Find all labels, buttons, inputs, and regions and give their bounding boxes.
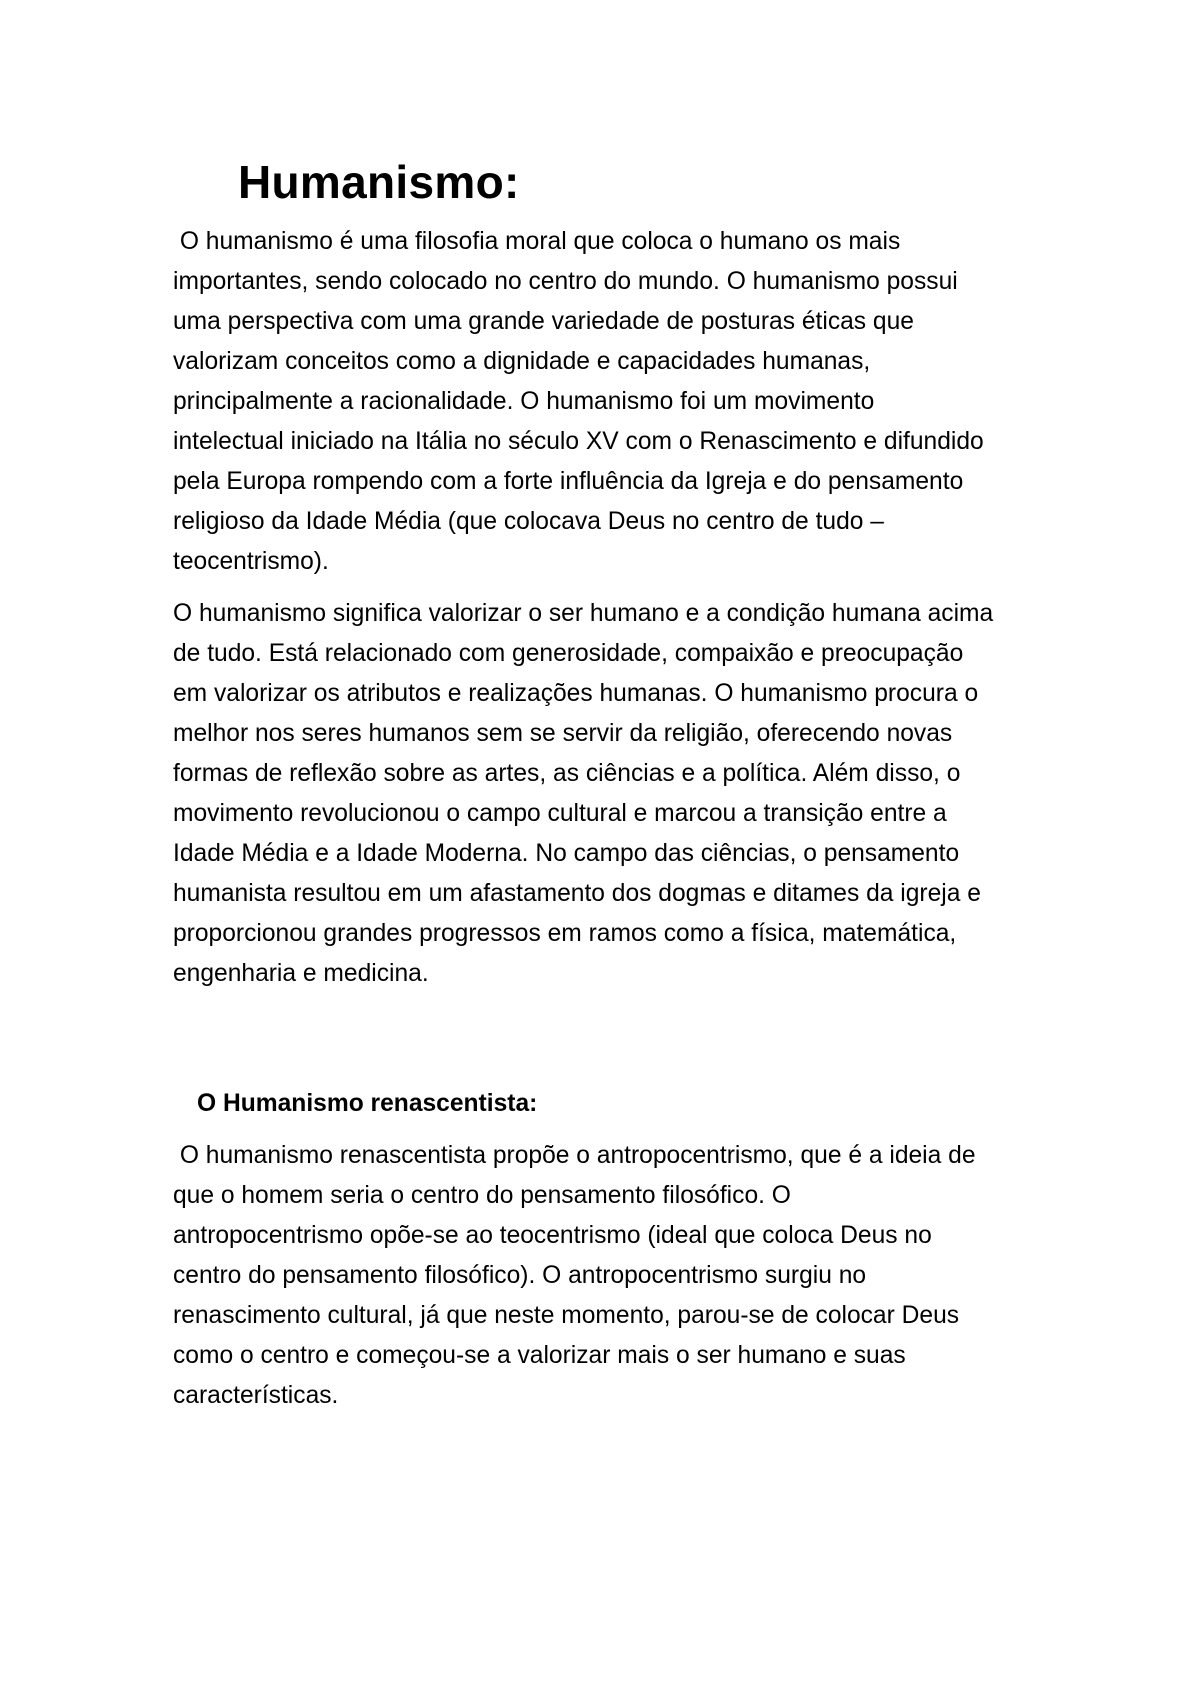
paragraph-meaning: O humanismo significa valorizar o ser humano e a condição humana acima de tudo. Está relacionado com generosidade, compaixão e preocupação em valorizar os atributos e realizações humanas. O humanismo procura o melhor nos seres humanos sem se servir da religião, oferecendo novas formas de reflexão sobre as artes, as ciências e a política. Além disso, o movimento revolucionou o campo cultural e marcou a transição entre a Idade Média e a Idade Moderna. No campo das ciências, o pensamento humanista resultou em um afastamento dos dogmas e ditames da igreja e proporcionou grandes progressos em ramos como a física, matemática, engenharia e medicina. — [173, 600, 994, 987]
document-body — [173, 150, 1053, 1416]
document-title: Humanismo: — [238, 156, 520, 208]
paragraph-renascentista: O humanismo renascentista propõe o antropocentrismo, que é a ideia de que o homem seria o centro do pensamento filosófico. O antropocentrismo opõe-se ao teocentrismo (ideal que coloca Deus no centro do pensamento filosófico). O antropocentrismo surgiu no renascimento cultural, já que neste momento, parou-se de colocar Deus como o centro e começou-se a valorizar mais o ser humano e suas características. — [173, 1142, 976, 1409]
paragraph-intro: O humanismo é uma filosofia moral que coloca o humano os mais importantes, sendo colocado no centro do mundo. O humanismo possui uma perspectiva com uma grande variedade de posturas éticas que valorizam conceitos como a dignidade e capacidades humanas, principalmente a racionalidade. O humanismo foi um movimento intelectual iniciado na Itália no século XV com o Renascimento e difundido pela Europa rompendo com a forte influência da Igreja e do pensamento religioso da Idade Média (que colocava Deus no centro de tudo – teocentrismo). — [173, 228, 984, 575]
section-heading-renascentista: O Humanismo renascentista: — [197, 1090, 538, 1117]
